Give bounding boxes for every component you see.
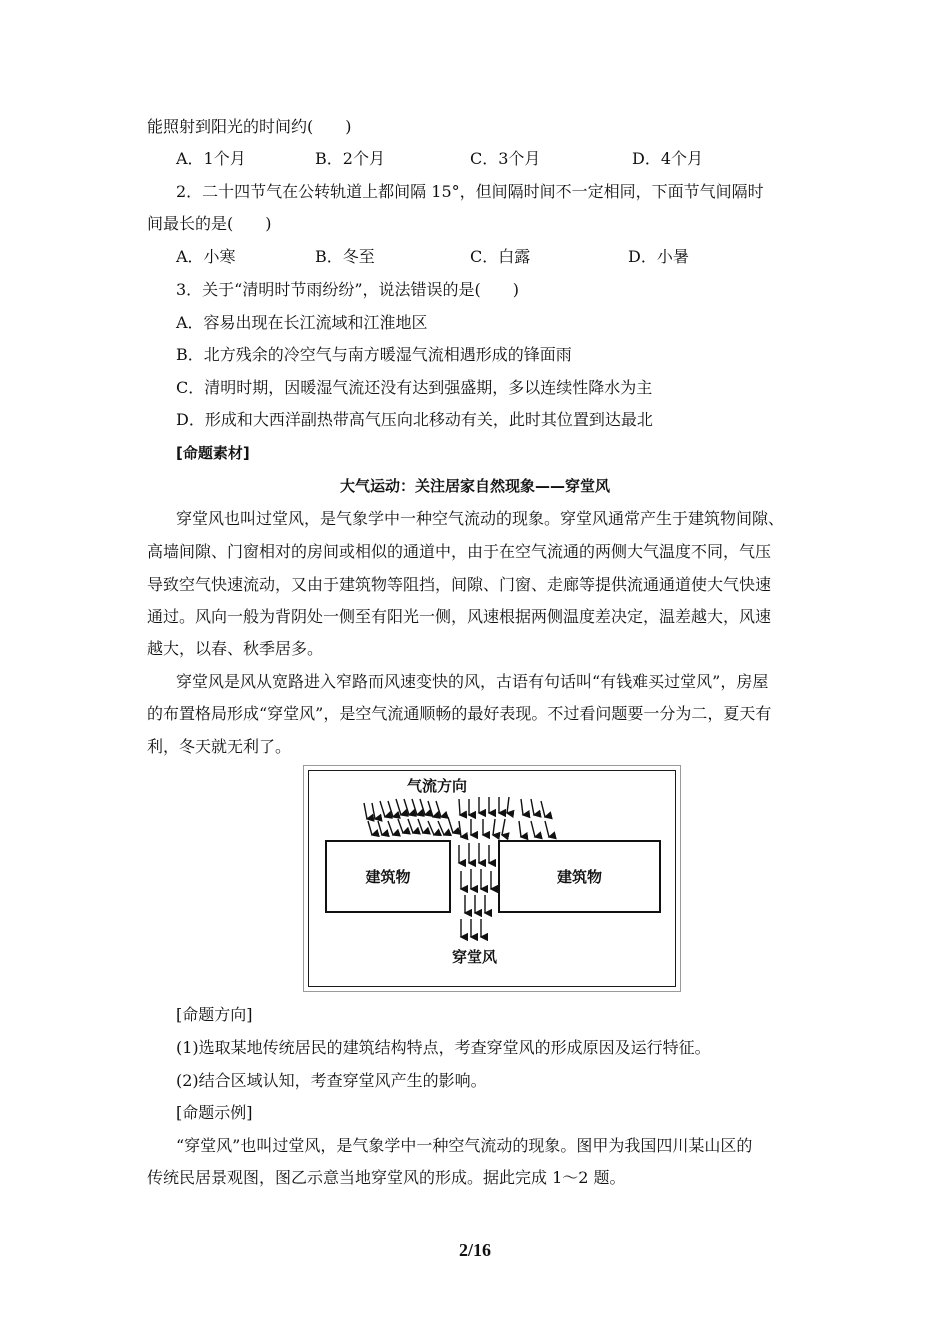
material-title: 大气运动：关注居家自然现象——穿堂风 xyxy=(340,477,611,495)
option-a: A．小寒 xyxy=(176,247,236,266)
question-3-line: 3．关于“清明时节雨纷纷”，说法错误的是( ) xyxy=(176,280,520,299)
wind-figure xyxy=(303,765,681,992)
example-heading: [命题示例] xyxy=(176,1103,253,1122)
figure-frame xyxy=(308,770,676,987)
paragraph-line: 穿堂风也叫过堂风，是气象学中一种空气流动的现象。穿堂风通常产生于建筑物间隙、 xyxy=(176,509,785,528)
question-3-option-c: C．清明时期，因暖湿气流还没有达到强盛期，多以连续性降水为主 xyxy=(176,378,653,397)
option-b: B．2个月 xyxy=(315,149,385,168)
question-2-line-2: 间最长的是( ) xyxy=(147,214,272,233)
question-2-line-1: 2．二十四节气在公转轨道上都间隔 15°，但间隔时间不一定相同，下面节气间隔时 xyxy=(176,182,764,201)
question-3-option-d: D．形成和大西洋副热带高气压向北移动有关，此时其位置到达最北 xyxy=(176,410,653,429)
option-d: D．4个月 xyxy=(632,149,704,168)
paragraph-line: 的布置格局形成“穿堂风”，是空气流通顺畅的最好表现。不过看问题要一分为二，夏天有 xyxy=(147,704,772,723)
question-text-line: 能照射到阳光的时间约( ) xyxy=(147,117,352,136)
material-heading: [命题素材] xyxy=(176,444,250,462)
question-3-option-b: B．北方残余的冷空气与南方暖湿气流相遇形成的锋面雨 xyxy=(176,345,572,364)
building-left: 建筑物 xyxy=(325,840,451,913)
direction-heading: [命题方向] xyxy=(176,1005,253,1024)
option-c: C．白露 xyxy=(470,247,531,266)
option-d: D．小暑 xyxy=(628,247,689,266)
paragraph-line: 导致空气快速流动，又由于建筑物等阻挡，间隙、门窗、走廊等提供流通通道使大气快速 xyxy=(147,575,772,594)
paragraph-line: 越大，以春、秋季居多。 xyxy=(147,639,324,658)
question-3-option-a: A．容易出现在长江流域和江淮地区 xyxy=(176,313,428,332)
direction-item-2: (2)结合区域认知，考查穿堂风产生的影响。 xyxy=(176,1071,487,1090)
example-line-2: 传统民居景观图，图乙示意当地穿堂风的形成。据此完成 1～2 题。 xyxy=(147,1168,626,1187)
wind-label: 穿堂风 xyxy=(452,948,498,966)
airflow-label: 气流方向 xyxy=(407,777,468,795)
option-a: A．1个月 xyxy=(176,149,246,168)
example-line-1: “穿堂风”也叫过堂风，是气象学中一种空气流动的现象。图甲为我国四川某山区的 xyxy=(176,1136,753,1155)
option-b: B．冬至 xyxy=(315,247,375,266)
page-number: 2/16 xyxy=(458,1240,491,1260)
paragraph-line: 穿堂风是风从宽路进入窄路而风速变快的风，古语有句话叫“有钱难买过堂风”，房屋 xyxy=(176,672,769,691)
paragraph-line: 通过。风向一般为背阴处一侧至有阳光一侧，风速根据两侧温度差决定，温差越大，风速 xyxy=(147,607,772,626)
option-c: C．3个月 xyxy=(470,149,541,168)
paragraph-line: 高墙间隙、门窗相对的房间或相似的通道中，由于在空气流通的两侧大气温度不同，气压 xyxy=(147,542,772,561)
paragraph-line: 利，冬天就无利了。 xyxy=(147,737,292,756)
direction-item-1: (1)选取某地传统居民的建筑结构特点，考查穿堂风的形成原因及运行特征。 xyxy=(176,1038,711,1057)
building-right: 建筑物 xyxy=(498,840,661,913)
